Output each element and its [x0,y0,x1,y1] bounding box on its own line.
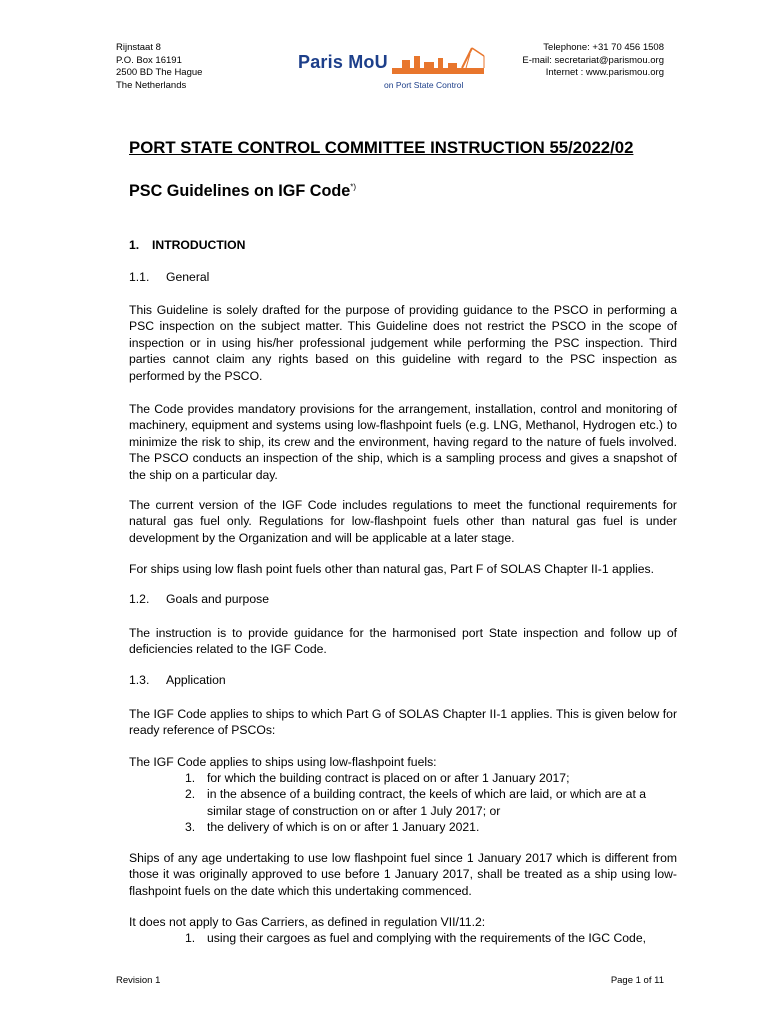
gas-carrier-list [185,930,677,946]
paragraph-code-provisions: The Code provides mandatory provisions for the arrangement, installation, control and monitoring of machinery, equipment and systems using low-flashpoint fuels (e.g. LNG, Methanol, Hydrogen etc.) to minimize the risk to ship, its crew and the environment, having regard to the nature of fuels involved. The PSCO conducts an inspection of the ship, which is a sampling process and gives a snapshot of the ship on a particular day. [129,402,677,482]
subsection-heading-application [129,673,226,687]
logo-name: Paris MoU [298,52,388,72]
subsection-heading-goals [129,592,269,606]
footer-page-number: Page 1 of 11 [610,975,664,986]
section-heading-introduction [129,238,245,252]
application-list [185,770,677,836]
paragraph-scope: This Guideline is solely drafted for the purpose of providing guidance to the PSCO in performing a PSC inspection on the subject matter. This Guideline does not restrict the PSCO in the scope of inspection or in using his/her professional judgement while performing the PSC inspection. Third parties cannot claim any rights based on this guideline with regard to the PSC inspection as performed by the PSCO. [129,303,677,383]
logo-subtitle: on Port State Control [384,80,464,90]
address-block [116,42,202,92]
list-item-text: using their cargoes as fuel and complying with the requirements of the IGC Code, [207,931,646,945]
contact-telephone: Telephone: +31 70 456 1508 [543,42,664,53]
paragraph-other-fuels: For ships using low flash point fuels other than natural gas, Part F of SOLAS Chapter II-1 applies. [129,562,655,576]
subtitle-text: PSC Guidelines on IGF Code [129,182,351,200]
paragraph-current-version: The current version of the IGF Code includes regulations to meet the functional requirements for natural gas fuel only. Regulations for low-flashpoint fuels other than natural gas fuel is under development by the Organization and will be applicable at a later stage. [129,498,677,545]
list-item-number: 1. [185,931,196,945]
list-item [185,819,677,835]
list-item-number: 1. [185,771,196,785]
subsection-number: 1.1. [129,270,150,284]
address-line: The Netherlands [116,79,187,91]
list-item [185,786,677,819]
paragraph-any-age: Ships of any age undertaking to use low flashpoint fuel since 1 January 2017 which is different from those it was originally approved to use before 1 January 2017, shall be treated as a ship using low-flashpoint fuels on the date which this undertaking commenced. [129,851,677,898]
list-item-text: the delivery of which is on or after 1 January 2021. [207,820,480,835]
contact-email: E-mail: secretariat@parismou.org [522,54,664,66]
subsection-title: Goals and purpose [166,592,269,606]
section-number: 1. [129,238,140,252]
document-subtitle [129,182,356,201]
address-line: P.O. Box 16191 [116,54,182,66]
footer-revision: Revision 1 [116,975,161,986]
paragraph-application: The IGF Code applies to ships to which Part G of SOLAS Chapter II-1 applies. This is given below for ready reference of PSCOs: [129,707,677,738]
address-line: 2500 BD The Hague [116,67,203,78]
paragraph-gas-carriers: It does not apply to Gas Carriers, as defined in regulation VII/11.2: [129,915,486,929]
list-item-number: 2. [185,787,196,802]
subsection-number: 1.3. [129,673,150,687]
paris-mou-logo [296,46,492,92]
list-item [185,930,677,946]
section-title: INTRODUCTION [152,238,246,252]
ship-crane-icon [392,46,492,80]
subsection-heading-general [129,270,209,284]
document-title: PORT STATE CONTROL COMMITTEE INSTRUCTION 55/2022/02 [129,138,634,157]
contact-internet: Internet : www.parismou.org [545,67,664,78]
subsection-title: General [166,270,210,284]
list-item-text: in the absence of a building contract, the keels of which are laid, or which are at a similar stage of construction on or after 1 July 2017; or [207,787,647,818]
list-item [185,770,677,786]
list-item-text: for which the building contract is placed on or after 1 January 2017; [207,771,570,785]
subsection-title: Application [166,673,226,687]
subsection-number: 1.2. [129,592,150,606]
list-item-number: 3. [185,820,196,835]
paragraph-purpose: The instruction is to provide guidance for the harmonised port State inspection and follow up of deficiencies related to the IGF Code. [129,626,677,657]
paragraph-applies-to: The IGF Code applies to ships using low-flashpoint fuels: [129,755,437,769]
subtitle-footnote-mark: *) [350,182,357,192]
address-line: Rijnstaat 8 [116,42,161,53]
contact-block [522,42,664,80]
